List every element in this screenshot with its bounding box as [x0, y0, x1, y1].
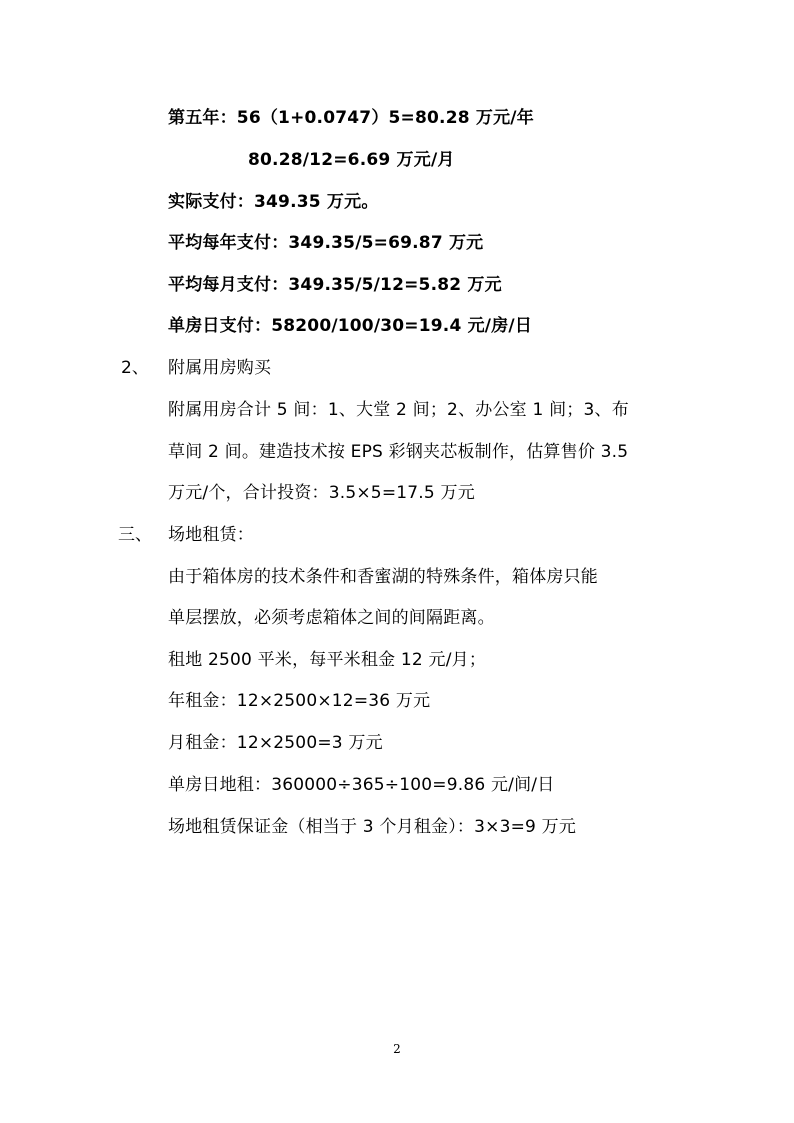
lease-paragraph-line-1: 由于箱体房的技术条件和香蜜湖的特殊条件，箱体房只能	[168, 567, 598, 587]
room-daily-payment: 单房日支付：58200/100/30=19.4 元/房/日	[168, 316, 533, 336]
item-heading-auxiliary-purchase: 附属用房购买	[168, 358, 272, 378]
auxiliary-paragraph-line-3: 万元/个，合计投资：3.5×5=17.5 万元	[168, 483, 475, 503]
room-daily-rent: 单房日地租：360000÷365÷100=9.86 元/间/日	[168, 775, 555, 795]
lease-area-rate: 租地 2500 平米，每平米租金 12 元/月；	[168, 650, 487, 670]
section-number-3: 三、	[118, 525, 152, 545]
item-number-2: 2、	[121, 358, 149, 378]
average-yearly-payment: 平均每年支付：349.35/5=69.87 万元	[168, 233, 484, 253]
lease-paragraph-line-2: 单层摆放，必须考虑箱体之间的间隔距离。	[168, 608, 495, 628]
year-five-payment: 第五年：56（1+0.0747）5=80.28 万元/年	[168, 108, 534, 128]
lease-deposit: 场地租赁保证金（相当于 3 个月租金）：3×3=9 万元	[168, 817, 577, 837]
average-monthly-payment: 平均每月支付：349.35/5/12=5.82 万元	[168, 275, 502, 295]
actual-payment: 实际支付：349.35 万元。	[168, 192, 379, 212]
auxiliary-paragraph-line-2: 草间 2 间。建造技术按 EPS 彩钢夹芯板制作，估算售价 3.5	[168, 442, 629, 462]
section-heading-site-lease: 场地租赁：	[168, 525, 254, 545]
page-number: 2	[393, 1042, 401, 1056]
annual-rent: 年租金：12×2500×12=36 万元	[168, 691, 431, 711]
year-five-monthly: 80.28/12=6.69 万元/月	[248, 150, 455, 170]
auxiliary-paragraph-line-1: 附属用房合计 5 间：1、大堂 2 间；2、办公室 1 间；3、布	[168, 400, 629, 420]
monthly-rent: 月租金：12×2500=3 万元	[168, 733, 383, 753]
